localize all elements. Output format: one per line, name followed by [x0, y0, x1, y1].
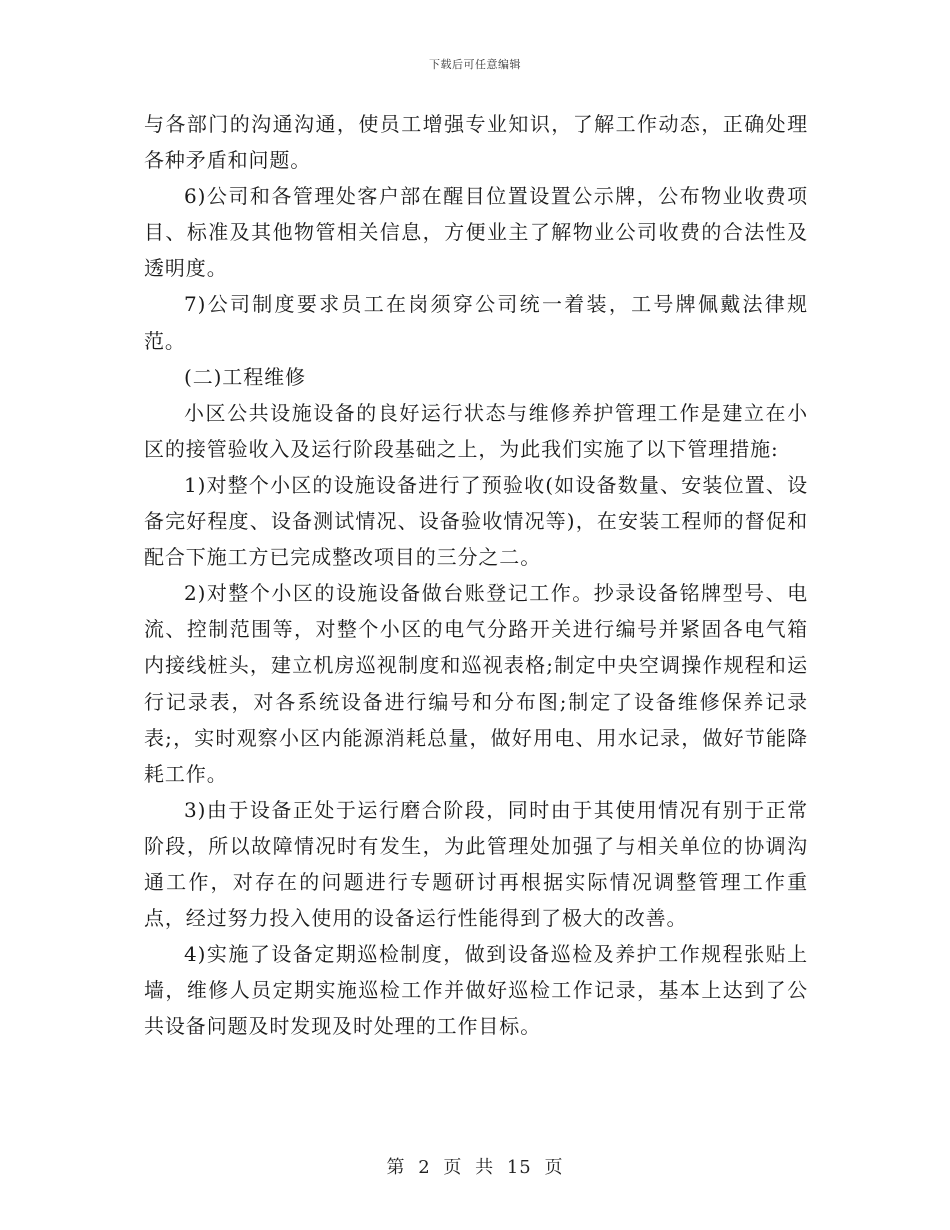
paragraph-intro: 小区公共设施设备的良好运行状态与维修养护管理工作是建立在小区的接管验收入及运行阶段基础之上，为此我们实施了以下管理措施:	[144, 400, 808, 461]
paragraph-item-1: 1)对整个小区的设施设备进行了预验收(如设备数量、安装位置、设备完好程度、设备测试情况、设备验收情况等)，在安装工程师的督促和配合下施工方已完成整改项目的三分之二。	[144, 472, 808, 570]
section-heading-engineering-maintenance: (二)工程维修	[184, 364, 306, 389]
page-footer-pagination: 第 2 页 共 15 页	[386, 1157, 564, 1178]
paragraph-item-3: 3)由于设备正处于运行磨合阶段，同时由于其使用情况有别于正常阶段，所以故障情况时有发生，为此管理处加强了与相关单位的协调沟通工作，对存在的问题进行专题研讨再根据实际情况调整管理工作重点，经过努力投入使用的设备运行性能得到了极大的改善。	[144, 797, 808, 931]
page-header: 下载后可任意编辑	[429, 58, 521, 71]
document-body	[144, 106, 808, 1044]
paragraph-continuation: 与各部门的沟通沟通，使员工增强专业知识，了解工作动态，正确处理各种矛盾和问题。	[144, 112, 808, 173]
paragraph-item-7: 7)公司制度要求员工在岗须穿公司统一着装，工号牌佩戴法律规范。	[144, 292, 808, 353]
paragraph-item-6: 6)公司和各管理处客户部在醒目位置设置公示牌，公布物业收费项目、标准及其他物管相关信息，方便业主了解物业公司收费的合法性及透明度。	[144, 184, 808, 281]
paragraph-item-4: 4)实施了设备定期巡检制度，做到设备巡检及养护工作规程张贴上墙，维修人员定期实施巡检工作并做好巡检工作记录，基本上达到了公共设备问题及时发现及时处理的工作目标。	[144, 942, 808, 1039]
paragraph-item-2: 2)对整个小区的设施设备做台账登记工作。抄录设备铭牌型号、电流、控制范围等，对整个小区的电气分路开关进行编号并紧固各电气箱内接线桩头，建立机房巡视制度和巡视表格;制定中央空调操作规程和运行记录表，对各系统设备进行编号和分布图;制定了设备维修保养记录表;，实时观察小区内能源消耗总量，做好用电、用水记录，做好节能降耗工作。	[144, 581, 808, 786]
